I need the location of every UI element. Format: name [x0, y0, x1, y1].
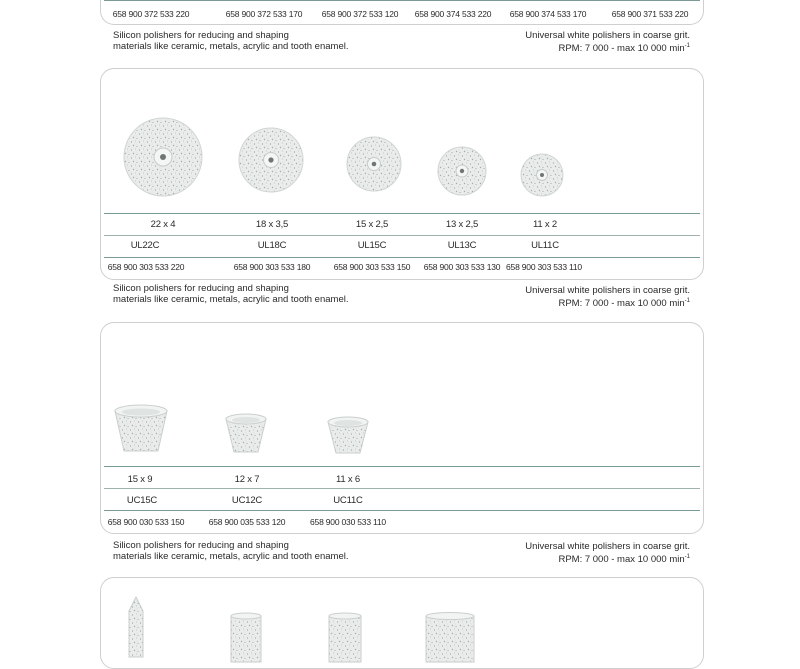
product-ref: UC15C: [126, 495, 158, 506]
table-rule: [104, 0, 700, 1]
cup-polisher-uc15c: [113, 404, 169, 454]
table-rule: [104, 235, 700, 236]
product-ref: UC11C: [333, 495, 363, 506]
product-code: 658 900 372 533 220: [112, 9, 190, 19]
product-size: 11 x 6: [336, 474, 360, 485]
product-code: 658 900 303 533 220: [107, 262, 185, 272]
description-left: Silicon polishers for reducing and shaping materials like ceramic, metals, acrylic and tooth enamel.: [113, 540, 349, 562]
description-right: Universal white polishers in coarse grit. RPM: 7 000 - max 10 000 $\min^{-1}$: [525, 541, 690, 566]
product-panel-3: [100, 322, 704, 534]
cylinder-polisher: [328, 612, 362, 662]
product-size: 15 x 2,5: [355, 219, 389, 230]
cylinder-polisher: [425, 612, 475, 662]
product-code: 658 900 030 533 110: [310, 517, 386, 527]
product-ref: UL22C: [130, 240, 160, 251]
product-code: 658 900 303 533 130: [423, 262, 501, 272]
product-code: 658 900 374 533 170: [509, 9, 587, 19]
product-code: 658 900 374 533 220: [414, 9, 492, 19]
product-code: 658 900 035 533 120: [208, 517, 286, 527]
product-code: 658 900 372 533 120: [321, 9, 399, 19]
description-left: Silicon polishers for reducing and shaping materials like ceramic, metals, acrylic and tooth enamel.: [113, 30, 349, 52]
point-polisher: [123, 597, 149, 657]
disc-polisher-ul22c: [122, 116, 204, 198]
product-code: 658 900 303 533 150: [333, 262, 411, 272]
table-rule: [104, 510, 700, 511]
product-code: 658 900 030 533 150: [107, 517, 185, 527]
disc-polisher-ul18c: [237, 126, 305, 194]
product-ref: UL18C: [257, 240, 287, 251]
product-size: 13 x 2,5: [445, 219, 479, 230]
disc-polisher-ul13c: [437, 146, 487, 196]
product-size: 22 x 4: [150, 219, 176, 230]
product-size: 15 x 9: [127, 474, 153, 485]
product-ref: UL11C: [531, 240, 559, 251]
product-ref: UL13C: [447, 240, 477, 251]
description-right: Universal white polishers in coarse grit. RPM: 7 000 - max 10 000 $\min^{-1}$: [525, 30, 690, 55]
disc-polisher-ul11c: [520, 153, 564, 197]
product-size: 11 x 2: [533, 219, 557, 230]
table-rule: [104, 257, 700, 258]
product-ref: UL15C: [357, 240, 387, 251]
table-rule: [104, 213, 700, 214]
table-rule: [104, 466, 700, 467]
product-code: 658 900 371 533 220: [611, 9, 689, 19]
description-right: Universal white polishers in coarse grit. RPM: 7 000 - max 10 000 $\min^{-1}$: [525, 285, 690, 310]
product-panel-4: [100, 577, 704, 669]
product-code: 658 900 372 533 170: [225, 9, 303, 19]
product-code: 658 900 303 533 180: [233, 262, 311, 272]
product-ref: UC12C: [231, 495, 263, 506]
cylinder-polisher: [230, 612, 262, 662]
cup-polisher-uc12c: [224, 413, 268, 455]
product-size: 12 x 7: [234, 474, 260, 485]
product-size: 18 x 3,5: [255, 219, 289, 230]
disc-polisher-ul15c: [346, 136, 402, 192]
description-left: Silicon polishers for reducing and shaping materials like ceramic, metals, acrylic and tooth enamel.: [113, 283, 349, 305]
table-rule: [104, 488, 700, 489]
cup-polisher-uc11c: [326, 416, 370, 456]
product-code: 658 900 303 533 110: [506, 262, 582, 272]
